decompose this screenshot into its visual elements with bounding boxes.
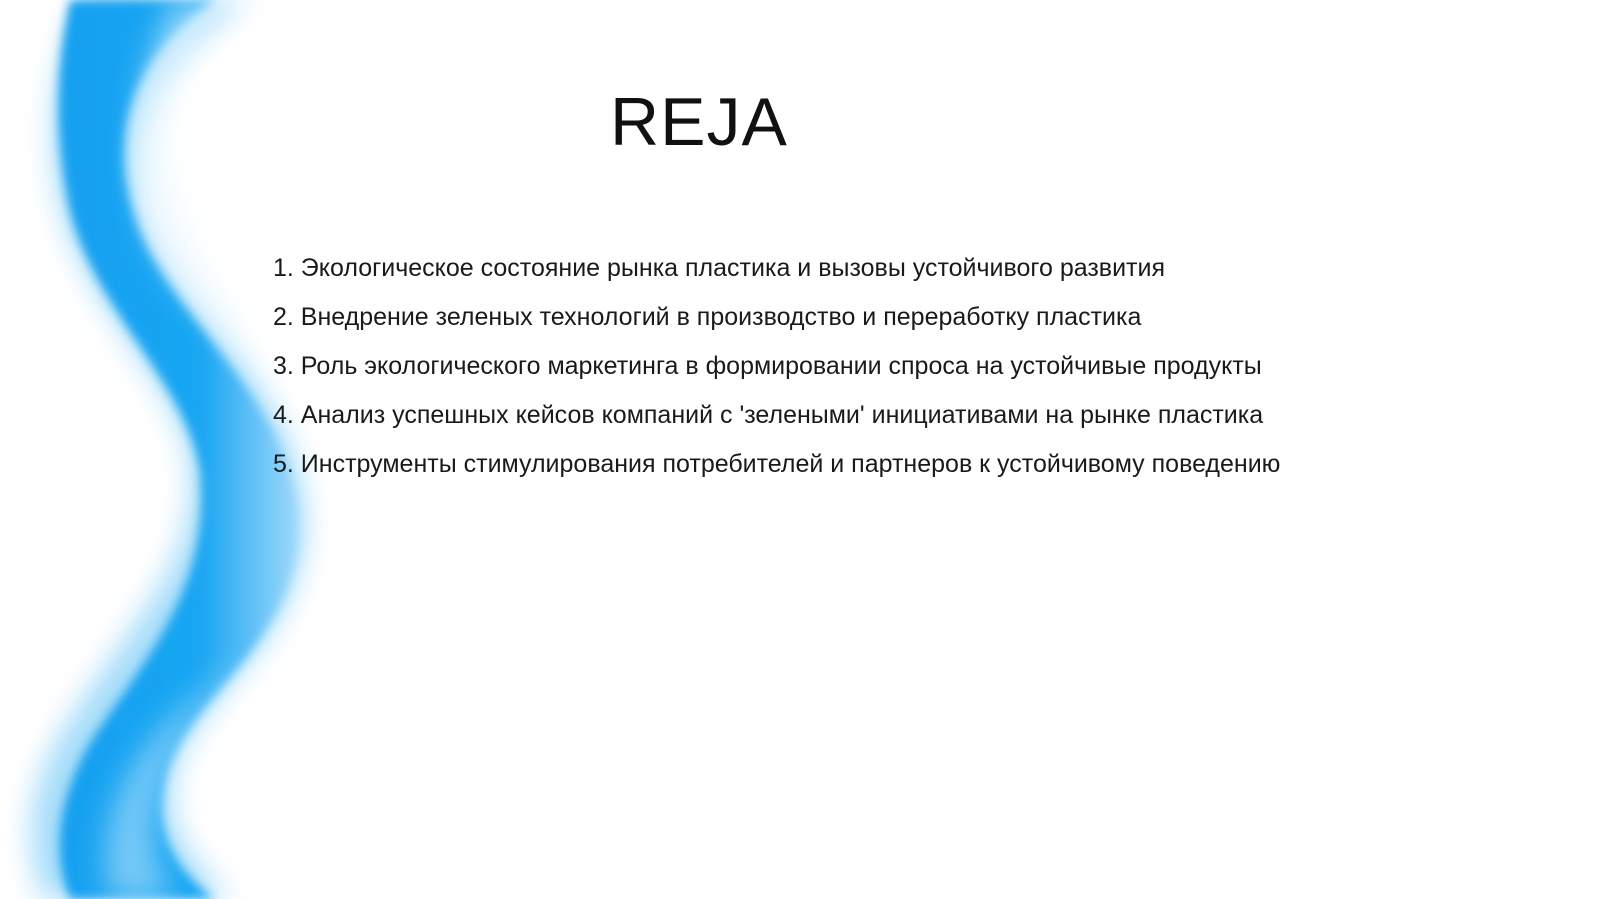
agenda-item: 4. Анализ успешных кейсов компаний с 'зелеными' инициативами на рынке пластика (273, 401, 1264, 429)
agenda-item: 1. Экологическое состояние рынка пластика и вызовы устойчивого развития (273, 254, 1166, 282)
agenda-item: 5. Инструменты стимулирования потребителей и партнеров к устойчивому поведению (273, 450, 1281, 478)
agenda-item: 2. Внедрение зеленых технологий в производство и переработку пластика (273, 303, 1142, 331)
slide-title: REJA (610, 84, 788, 160)
agenda-item: 3. Роль экологического маркетинга в формировании спроса на устойчивые продукты (273, 352, 1262, 380)
agenda-list (273, 244, 1280, 489)
